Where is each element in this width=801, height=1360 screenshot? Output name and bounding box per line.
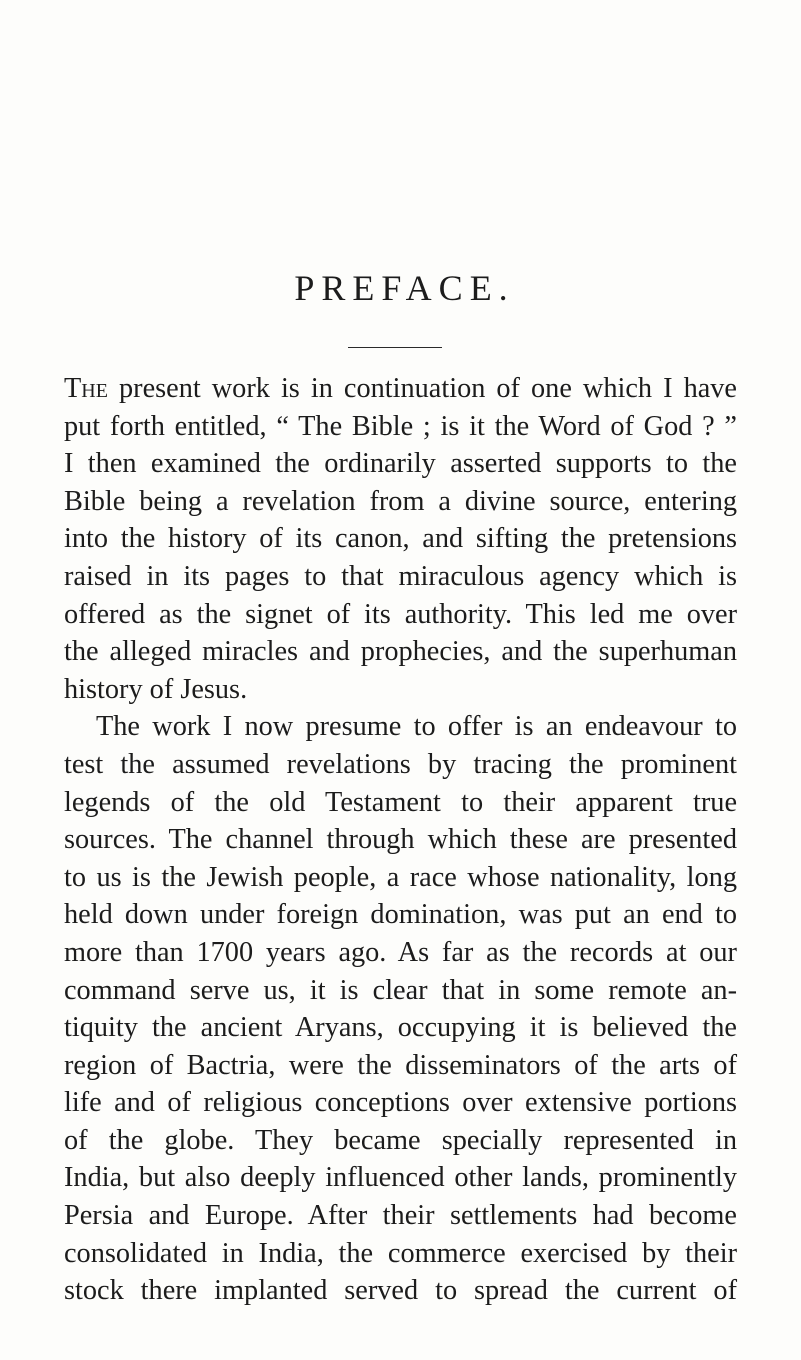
- text-line: to us is the Jewish people, a race whose nationality, long: [64, 861, 737, 893]
- paragraph-1: [64, 370, 737, 708]
- text-line: put forth entitled, “ The Bible ; is it the Word of God ? ”: [64, 410, 737, 442]
- text-line: consolidated in India, the commerce exercised by their: [64, 1237, 737, 1269]
- text-line: legends of the old Testament to their apparent true: [64, 786, 737, 818]
- heading-divider: [348, 347, 442, 348]
- text-line: stock there implanted served to spread the current of: [64, 1275, 737, 1307]
- text-line: Bible being a revelation from a divine source, entering: [64, 485, 737, 517]
- text-line: history of Jesus.: [64, 673, 248, 705]
- text-line: sources. The channel through which these are presented: [64, 824, 737, 856]
- text-line: more than 1700 years ago. As far as the records at our: [64, 936, 737, 968]
- text-line: The work I now presume to offer is an endeavour to: [96, 711, 737, 743]
- text-line: the alleged miracles and prophecies, and the superhuman: [64, 636, 737, 668]
- lead-word: The: [64, 373, 108, 404]
- text-line: test the assumed revelations by tracing the prominent: [64, 748, 737, 780]
- text-line: of the globe. They became specially represented in: [64, 1124, 737, 1156]
- text-line: command serve us, it is clear that in some remote an-: [64, 974, 737, 1006]
- paragraph-2: [64, 708, 737, 1310]
- text-line: Persia and Europe. After their settlements had become: [64, 1200, 737, 1232]
- text-line: held down under foreign domination, was put an end to: [64, 899, 737, 931]
- text-line: into the history of its canon, and sifting the pretensions: [64, 523, 737, 555]
- text-line: India, but also deeply influenced other lands, prominently: [64, 1162, 737, 1194]
- text-line: life and of religious conceptions over extensive portions: [64, 1087, 737, 1119]
- text-line: tiquity the ancient Aryans, occupying it is believed the: [64, 1012, 737, 1044]
- text-line: raised in its pages to that miraculous agency which is: [64, 560, 737, 592]
- text-line: I then examined the ordinarily asserted supports to the: [64, 448, 737, 480]
- text-line: [64, 370, 737, 408]
- text-line: region of Bactria, were the disseminators of the arts of: [64, 1049, 737, 1081]
- page-heading: PREFACE.: [294, 268, 515, 308]
- text-line: offered as the signet of its authority. This led me over: [64, 598, 737, 630]
- body-text: [64, 370, 737, 1310]
- line-text: present work is in continuation of one which I have: [107, 373, 737, 404]
